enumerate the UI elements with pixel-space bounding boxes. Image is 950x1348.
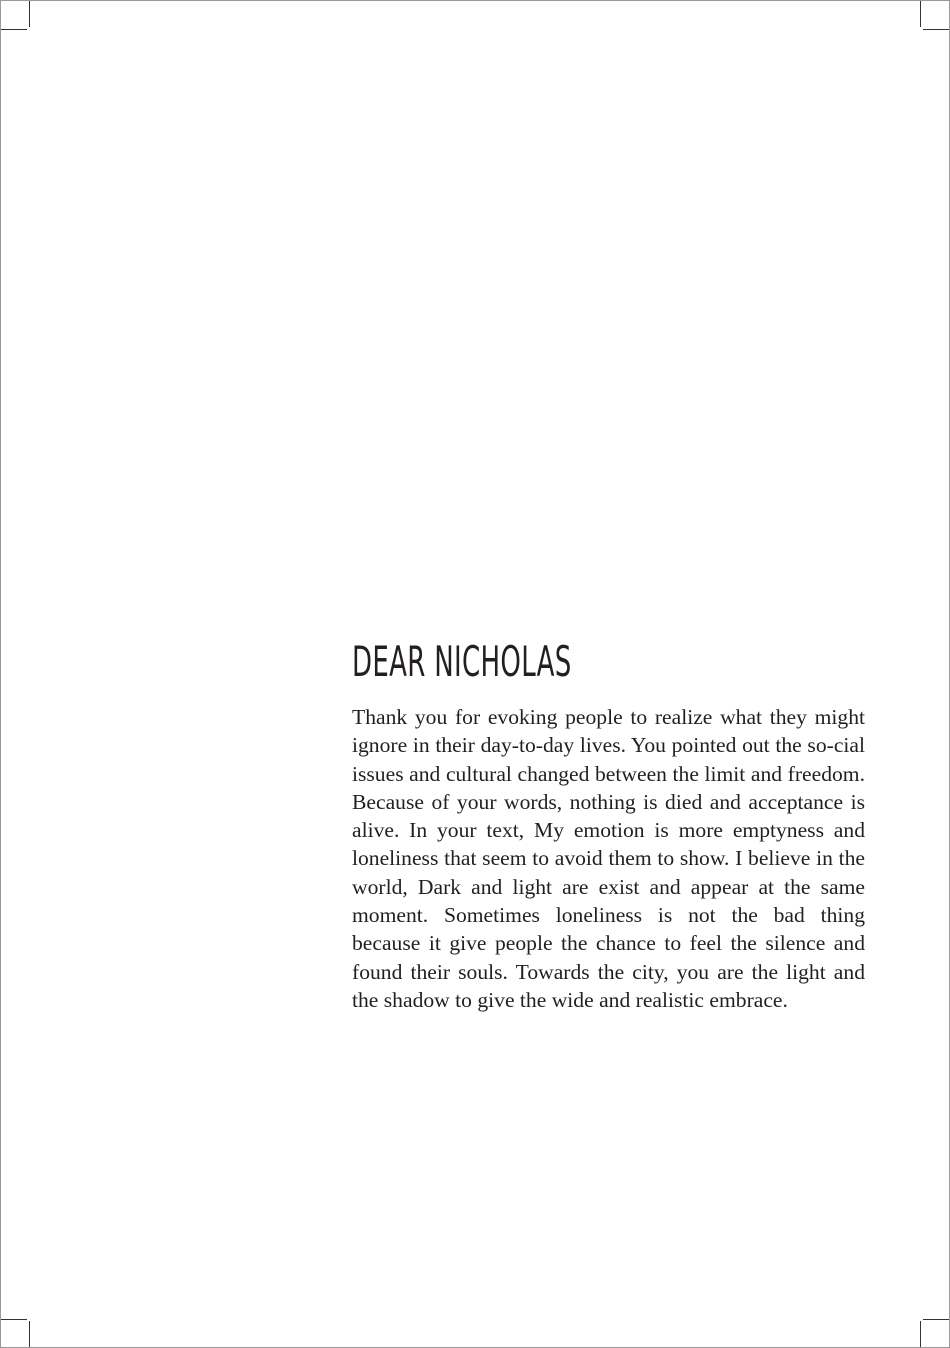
- crop-mark-top-left-horizontal: [1, 29, 27, 30]
- crop-mark-bottom-right-vertical: [920, 1321, 921, 1347]
- crop-mark-bottom-left-vertical: [29, 1321, 30, 1347]
- crop-mark-top-right-vertical: [920, 1, 921, 27]
- crop-mark-top-left-vertical: [29, 1, 30, 27]
- crop-mark-bottom-right-horizontal: [923, 1319, 949, 1320]
- crop-mark-top-right-horizontal: [923, 29, 949, 30]
- letter-body: Thank you for evoking people to realize what they might ignore in their day-to-day lives. You pointed out the so-cial issues and cultural changed between the limit and freedom. Because of your words, nothing is died and acceptance is alive. In your text, My emotion is more emptyness and loneliness that seem to avoid them to show. I believe in the world, Dark and light are exist and appear at the same moment. Sometimes loneliness is not the bad thing because it give people the chance to feel the silence and found their souls. Towards the city, you are the light and the shadow to give the wide and realistic embrace.: [352, 705, 865, 1012]
- crop-mark-bottom-left-horizontal: [1, 1319, 27, 1320]
- letter-block: [352, 633, 865, 1014]
- letter-title: DEAR NICHOLAS: [352, 637, 572, 686]
